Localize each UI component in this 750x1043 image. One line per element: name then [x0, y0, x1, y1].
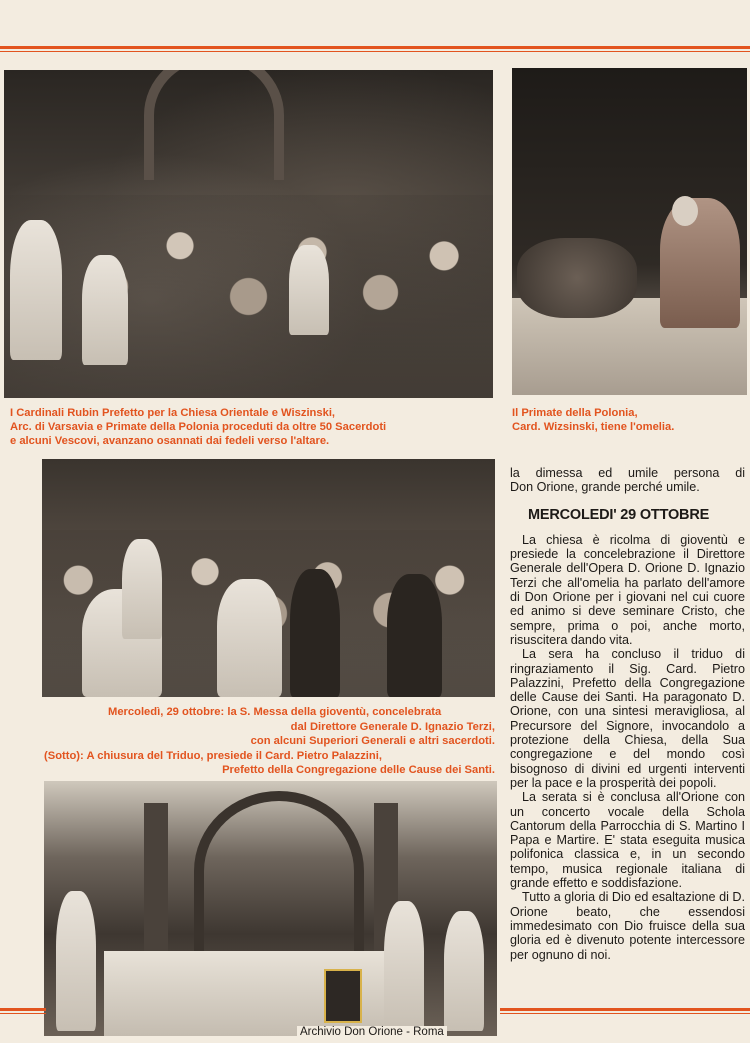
photo-procession [4, 70, 493, 398]
article-paragraph-4: Tutto a gloria di Dio ed esaltazione di D. Orione beato, che essendosi immedesimato con Dio fruisce della sua gloria ed è divenuto potente intercessore per ognuno di noi. [510, 890, 745, 962]
article-paragraph-1: La chiesa è ricolma di gioventù e presiede la concelebrazione il Direttore Generale dell'Opera D. Orione D. Ignazio Terzi che all'omelia ha parlato dell'amore di Don Orione per i giovani nel cui cuore ed animo si deve seminare Cristo, che sempre, prima o poi, anche morto, risuscitera dando vita. [510, 532, 745, 647]
photo-homily [512, 68, 747, 395]
caption-homily-line1: Il Primate della Polonia, [512, 407, 638, 419]
caption-procession-line1: I Cardinali Rubin Prefetto per la Chiesa Orientale e Wiszinski, [10, 407, 336, 419]
article-heading: MERCOLEDI' 29 OTTOBRE [528, 506, 710, 523]
article-column [510, 466, 745, 962]
caption-homily-line2: Card. Wizsinski, tiene l'omelia. [512, 421, 675, 433]
caption-youth-mass-line2: dal Direttore Generale D. Ignazio Terzi, [290, 720, 495, 733]
top-rule [0, 46, 750, 52]
caption-procession [10, 406, 495, 448]
photo-altar [44, 781, 497, 1036]
bottom-rule-left [0, 1008, 46, 1014]
photo-youth-mass [42, 459, 495, 697]
article-paragraph-3: La serata si è conclusa all'Orione con un concerto vocale della Schola Cantorum della Parrocchia di S. Martino I Papa e Martire. E' stata eseguita musica polifonica classica e, in un secondo tempo, musica regionale italiana di grande effetto e soddisfazione. [510, 790, 745, 891]
caption-youth-mass-line5: Prefetto della Congregazione delle Cause dei Santi. [222, 764, 495, 777]
caption-homily [512, 406, 747, 434]
caption-youth-mass-line1: Mercoledì, 29 ottobre: la S. Messa della gioventù, concelebrata [108, 706, 442, 718]
caption-youth-mass-line4: (Sotto): A chiusura del Triduo, presiede il Card. Pietro Palazzini, [44, 749, 382, 762]
article-intro-line1: la dimessa ed umile persona di [510, 466, 745, 480]
article-paragraph-2: La sera ha concluso il triduo di ringraziamento il Sig. Card. Pietro Palazzini, Prefetto della Congregazione delle Cause dei Santi. Ha paragonato D. Orione, con una sintesi meravigliosa, al Precursore del Signore, invocandolo a protezione della Chiesa, della Sua congregazione e del mondo così bisognoso di divini ed urgenti interventi per la pace e la prosperità dei popoli. [510, 647, 745, 790]
bottom-rule-right [500, 1008, 750, 1014]
caption-youth-mass-line3: con alcuni Superiori Generali e altri sacerdoti. [250, 735, 495, 748]
article-intro-line2: Don Orione, grande perché umile. [510, 480, 700, 495]
caption-youth-mass [44, 705, 495, 778]
archive-watermark: Archivio Don Orione - Roma [297, 1026, 447, 1038]
caption-procession-line3: e alcuni Vescovi, avanzano osannati dai fedeli verso l'altare. [10, 435, 330, 447]
caption-procession-line2: Arc. di Varsavia e Primate della Polonia proceduti da oltre 50 Sacerdoti [10, 421, 387, 433]
